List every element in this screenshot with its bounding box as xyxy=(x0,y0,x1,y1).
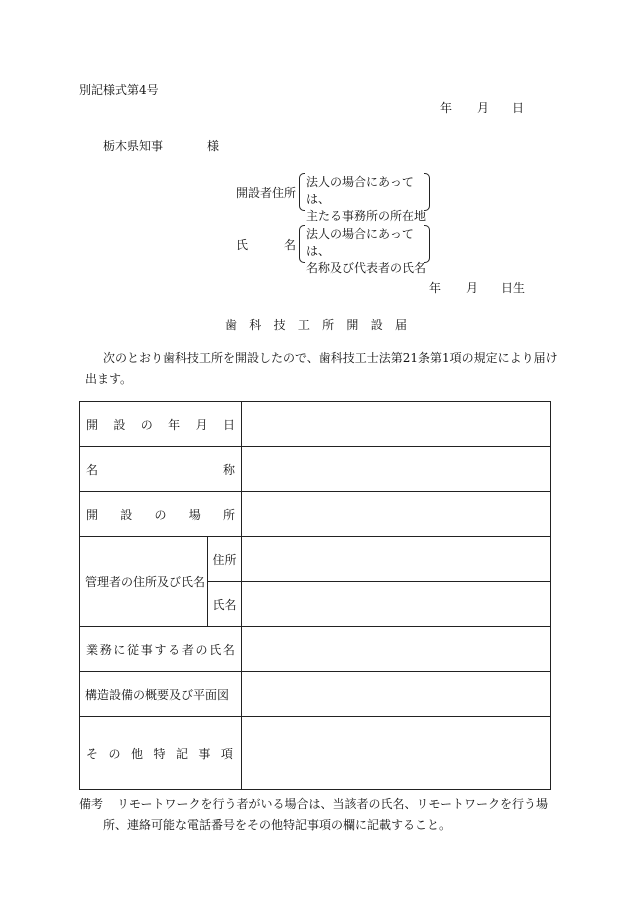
workers-label: 業 務 に 従 事 す る 者 の 氏 名 xyxy=(80,627,242,672)
date-year: 年 xyxy=(440,101,453,115)
address-note-line: 法人の場合にあっては、 xyxy=(306,175,414,206)
place-field[interactable] xyxy=(242,492,551,537)
title-char: 所 xyxy=(322,318,335,332)
addressee-name: 栃木県知事 xyxy=(103,139,164,153)
manager-address-label: 住所 xyxy=(208,537,242,582)
title-char: 歯 xyxy=(225,318,238,332)
title-char: 工 xyxy=(297,318,310,332)
name-note-line: 法人の場合にあっては、 xyxy=(306,227,414,258)
structure-label: 構造設備の概要及び平面図 xyxy=(80,672,242,717)
form-number: 別記様式第4号 xyxy=(79,83,159,97)
birth-month: 月 xyxy=(466,281,479,295)
name-note xyxy=(299,226,430,275)
address-note xyxy=(299,174,430,223)
table-row xyxy=(80,627,551,672)
structure-field[interactable] xyxy=(242,672,551,717)
table-row xyxy=(80,537,551,582)
name-label: 名 称 xyxy=(80,447,242,492)
title-char: 設 xyxy=(370,318,383,332)
birth-day: 日生 xyxy=(501,281,526,295)
table-row xyxy=(80,447,551,492)
title-char: 届 xyxy=(394,318,407,332)
body-text-line2: 出ます。 xyxy=(85,372,133,386)
date-day: 日 xyxy=(512,101,525,115)
remarks-label: 備考 xyxy=(79,797,104,811)
manager-address-field[interactable] xyxy=(242,537,551,582)
place-label: 開 設 の 場 所 xyxy=(80,492,242,537)
name-field[interactable] xyxy=(242,447,551,492)
birth-year: 年 xyxy=(429,281,442,295)
body-text-line1: 次のとおり歯科技工所を開設したので、歯科技工士法第21条第1項の規定により届け xyxy=(103,351,558,365)
left-bracket xyxy=(299,225,305,263)
table-row xyxy=(80,672,551,717)
other-label: そ の 他 特 記 事 項 xyxy=(80,717,242,790)
remarks-line1: リモートワークを行う者がいる場合は、当該者の氏名、リモートワークを行う場 xyxy=(117,797,549,811)
table-row xyxy=(80,717,551,790)
table-row xyxy=(80,402,551,447)
addressee-honorific: 様 xyxy=(207,139,220,153)
remarks-line2: 所、連絡可能な電話番号をその他特記事項の欄に記載すること。 xyxy=(103,818,452,832)
opening-date-label: 開 設 の 年 月 日 xyxy=(80,402,242,447)
name-label-first: 氏 xyxy=(236,238,249,252)
address-note-line: 主たる事務所の所在地 xyxy=(306,209,427,223)
manager-name-field[interactable] xyxy=(242,582,551,627)
right-bracket xyxy=(424,173,430,211)
document-title xyxy=(225,316,407,333)
left-bracket xyxy=(299,173,305,211)
title-char: 開 xyxy=(346,318,359,332)
other-field[interactable] xyxy=(242,717,551,790)
date-month: 月 xyxy=(477,101,490,115)
right-bracket xyxy=(424,225,430,263)
name-note-line: 名称及び代表者の氏名 xyxy=(306,261,427,275)
address-label: 開設者住所 xyxy=(236,186,297,200)
manager-label: 管理者の住所及び氏名 xyxy=(80,537,208,627)
manager-name-label: 氏名 xyxy=(208,582,242,627)
table-row xyxy=(80,492,551,537)
registration-table xyxy=(79,401,551,790)
title-char: 技 xyxy=(273,318,286,332)
name-label-second: 名 xyxy=(284,238,297,252)
workers-field[interactable] xyxy=(242,627,551,672)
title-char: 科 xyxy=(249,318,262,332)
opening-date-field[interactable] xyxy=(242,402,551,447)
